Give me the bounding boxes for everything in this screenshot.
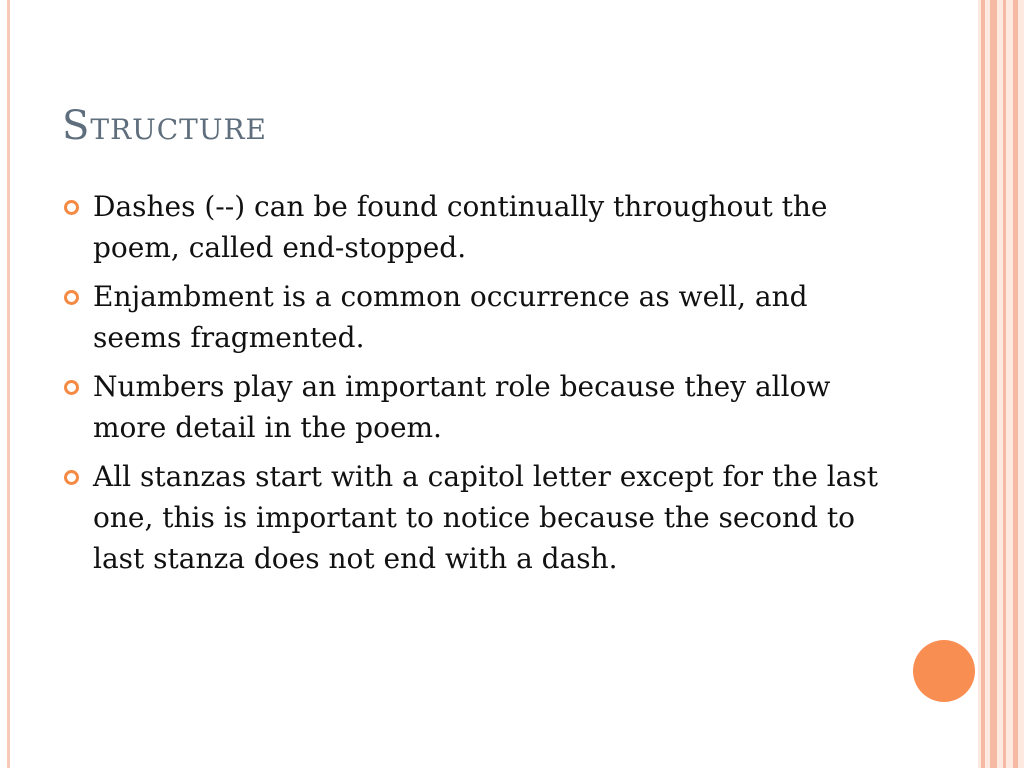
- bullet-text: Enjambment is a common occurrence as well, and seems fragmented.: [93, 280, 808, 354]
- decorative-circle: [913, 640, 975, 702]
- bullet-item: [64, 366, 884, 448]
- bullet-marker-icon: [64, 380, 79, 395]
- bullet-marker-icon: [64, 470, 79, 485]
- bullet-text: Numbers play an important role because they allow more detail in the poem.: [93, 370, 831, 444]
- right-stripe: [981, 0, 985, 768]
- bullet-marker-icon: [64, 200, 79, 215]
- right-stripe: [990, 0, 997, 768]
- bullet-item: [64, 456, 884, 579]
- right-stripe: [1003, 0, 1006, 768]
- bullet-item: [64, 276, 884, 358]
- bullet-list: [64, 186, 884, 587]
- left-border-line: [7, 0, 10, 768]
- right-stripe: [1013, 0, 1018, 768]
- bullet-text: All stanzas start with a capitol letter except for the last one, this is important to notice because the second to last stanza does not end with a dash.: [93, 460, 878, 575]
- slide-title: Structure: [62, 103, 267, 149]
- bullet-marker-icon: [64, 290, 79, 305]
- bullet-item: [64, 186, 884, 268]
- bullet-text: Dashes (--) can be found continually throughout the poem, called end-stopped.: [93, 190, 828, 264]
